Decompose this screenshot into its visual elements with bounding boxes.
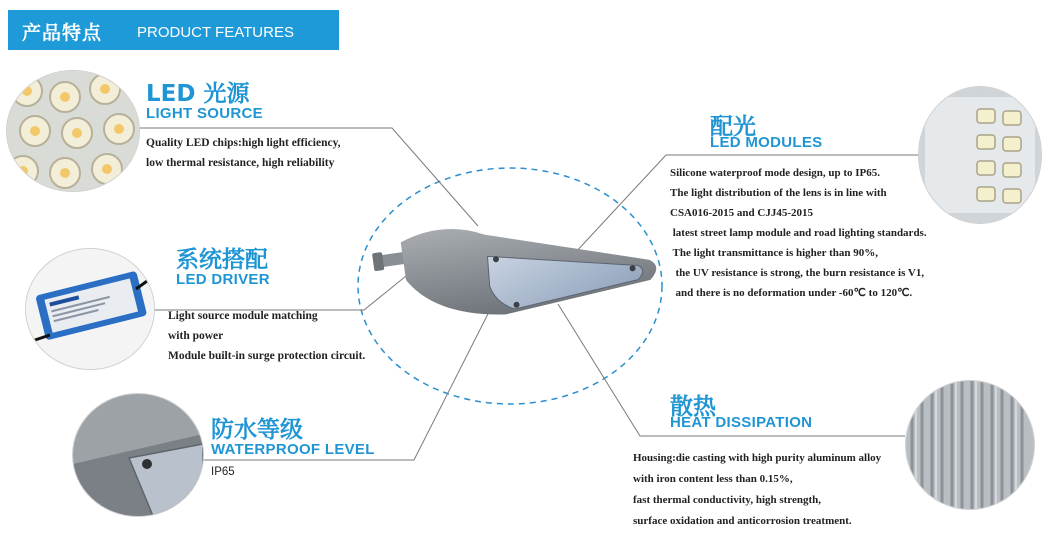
modules-line: CSA016-2015 and CJJ45-2015 xyxy=(670,207,814,219)
driver-title-en: LED DRIVER xyxy=(176,271,270,288)
heat-title-cn: 散热 xyxy=(670,394,716,420)
modules-line: The light distribution of the lens is in line with xyxy=(670,187,887,199)
waterproof-closeup-photo xyxy=(73,394,203,516)
heat-line: with iron content less than 0.15%, xyxy=(633,473,793,485)
heat-title-en: HEAT DISSIPATION xyxy=(670,414,813,431)
driver-line: Module built-in surge protection circuit. xyxy=(168,350,366,362)
light-source-description xyxy=(146,133,341,173)
light-source-title-cn: LED 光源 xyxy=(146,81,250,107)
heat-sink-fins-photo xyxy=(906,381,1034,509)
light-source-line: low thermal resistance, high reliability xyxy=(146,157,335,169)
modules-description xyxy=(670,163,927,303)
modules-line: and there is no deformation under -60℃ to 120℃. xyxy=(670,287,913,299)
driver-description xyxy=(168,306,365,366)
modules-line: latest street lamp module and road lighting standards. xyxy=(670,227,927,239)
waterproof-line: IP65 xyxy=(211,466,235,478)
street-lamp-image xyxy=(370,212,670,342)
modules-line: the UV resistance is strong, the burn resistance is V1, xyxy=(670,267,925,279)
modules-title-en: LED MODULES xyxy=(710,134,823,151)
heat-line: fast thermal conductivity, high strength, xyxy=(633,494,822,506)
led-modules-image xyxy=(918,86,1042,224)
heat-description xyxy=(633,448,881,532)
driver-line: Light source module matching xyxy=(168,310,318,322)
led-chips-photo xyxy=(7,71,139,191)
driver-title-cn: 系统搭配 xyxy=(176,247,268,273)
led-module-photo xyxy=(919,87,1041,223)
modules-line: Silicone waterproof mode design, up to IP65. xyxy=(670,167,881,179)
light-source-line: Quality LED chips:high light efficiency, xyxy=(146,137,341,149)
heat-line: surface oxidation and anticorrosion treatment. xyxy=(633,515,852,527)
heat-sink-image xyxy=(905,380,1035,510)
modules-line: The light transmittance is higher than 90%, xyxy=(670,247,878,259)
modules-title-cn: 配光 xyxy=(710,114,756,140)
header-title-cn: 产品特点 xyxy=(22,22,103,44)
driver-image xyxy=(25,248,155,370)
header-title-en: PRODUCT FEATURES xyxy=(137,24,294,41)
heat-line: Housing:die casting with high purity aluminum alloy xyxy=(633,452,882,464)
waterproof-image xyxy=(72,393,204,517)
waterproof-title-en: WATERPROOF LEVEL xyxy=(211,441,375,458)
waterproof-description xyxy=(211,462,235,482)
power-driver-photo xyxy=(26,249,154,369)
light-source-title-en: LIGHT SOURCE xyxy=(146,105,263,122)
driver-line: with power xyxy=(168,330,224,342)
light-source-image xyxy=(6,70,140,192)
waterproof-title-cn: 防水等级 xyxy=(211,417,303,443)
